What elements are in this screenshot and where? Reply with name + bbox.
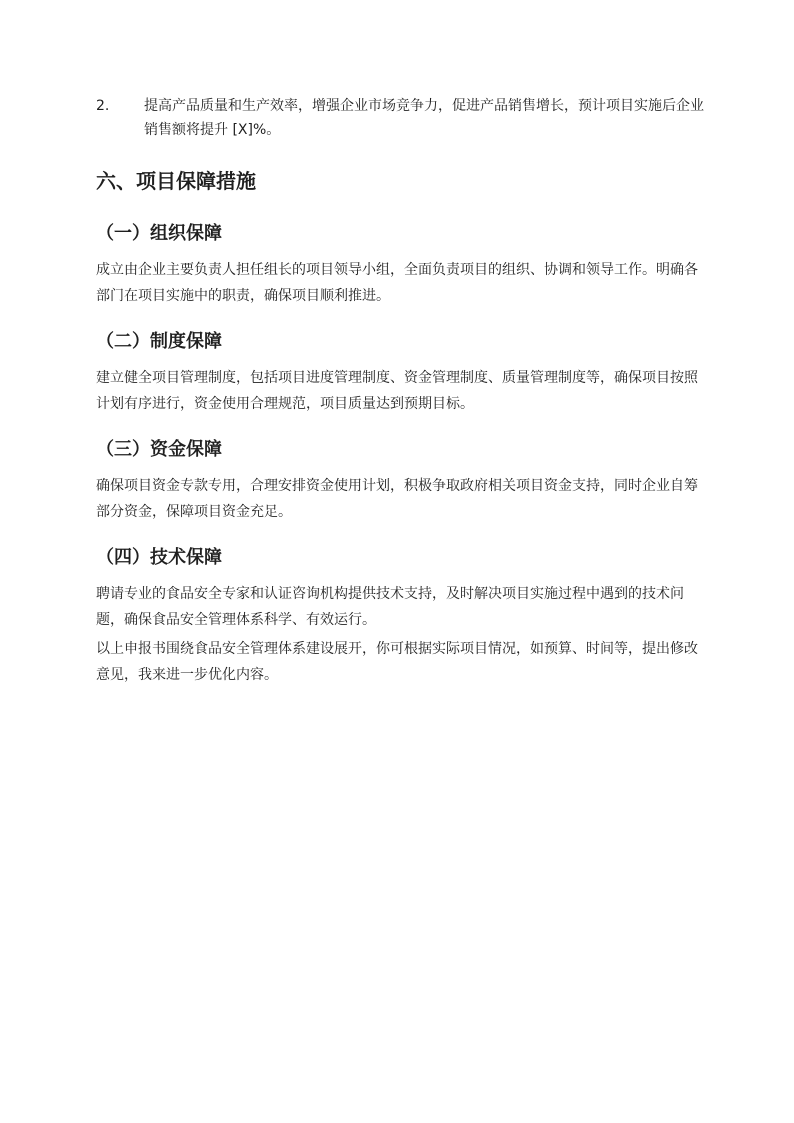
subsection-heading-system: （二）制度保障 (96, 331, 222, 352)
list-item (96, 94, 706, 142)
subsection-heading-organization: （一）组织保障 (96, 223, 222, 244)
paragraph-technology: 聘请专业的食品安全专家和认证咨询机构提供技术支持，及时解决项目实施过程中遇到的技术问题，确保食品安全管理体系科学、有效运行。 (96, 586, 684, 628)
paragraph-organization: 成立由企业主要负责人担任组长的项目领导小组，全面负责项目的组织、协调和领导工作。明确各部门在项目实施中的职责，确保项目顺利推进。 (96, 262, 698, 304)
subsection-heading-funding: （三）资金保障 (96, 439, 222, 460)
closing-paragraph: 以上申报书围绕食品安全管理体系建设展开，你可根据实际项目情况，如预算、时间等，提出修改意见，我来进一步优化内容。 (96, 641, 698, 683)
subsection-heading-technology: （四）技术保障 (96, 547, 222, 568)
list-item-number: 2. (96, 98, 110, 114)
paragraph-funding: 确保项目资金专款专用，合理安排资金使用计划，积极争取政府相关项目资金支持，同时企业自筹部分资金，保障项目资金充足。 (96, 478, 698, 520)
section-heading: 六、项目保障措施 (96, 169, 256, 193)
paragraph-system: 建立健全项目管理制度，包括项目进度管理制度、资金管理制度、质量管理制度等，确保项目按照计划有序进行，资金使用合理规范，项目质量达到预期目标。 (96, 370, 698, 412)
list-item-text: 提高产品质量和生产效率，增强企业市场竞争力，促进产品销售增长，预计项目实施后企业销售额将提升 [X]%。 (144, 98, 704, 138)
